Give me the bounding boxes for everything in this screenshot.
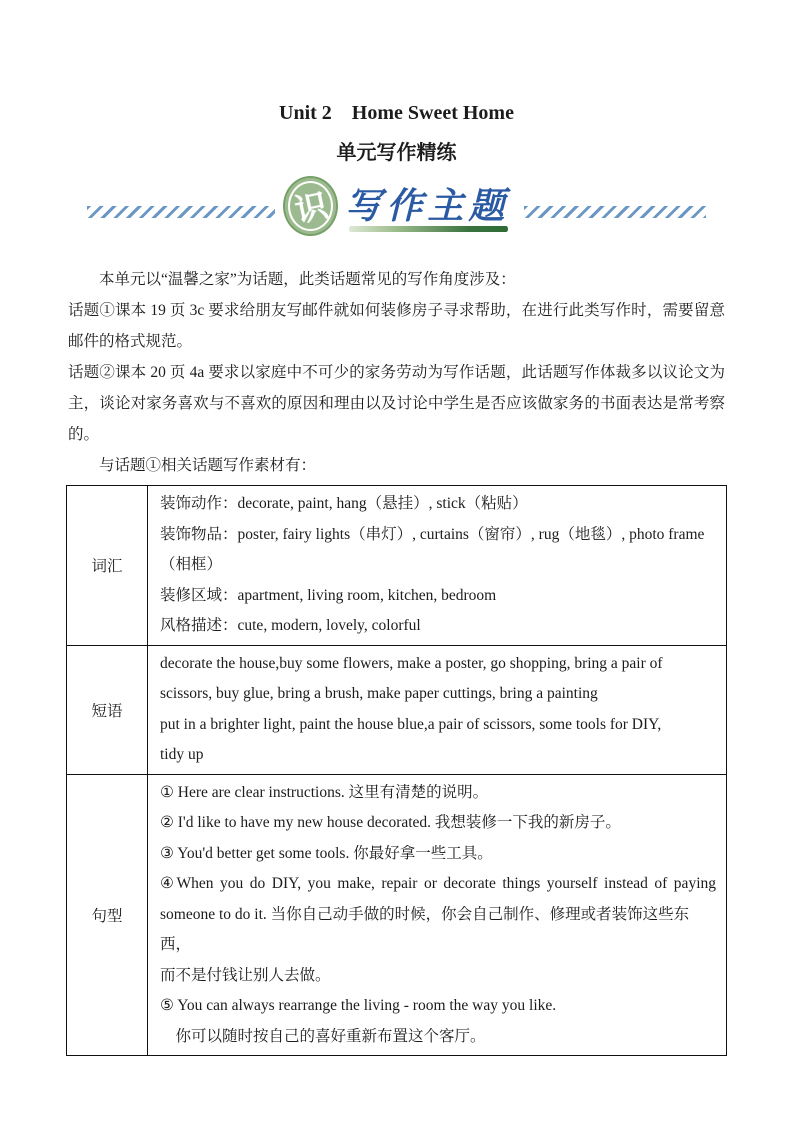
table-line: ① Here are clear instructions. 这里有清楚的说明。	[160, 783, 489, 801]
table-line: ③ You'd better get some tools. 你最好拿一些工具。	[160, 844, 493, 862]
table-row-sentence-patterns	[67, 774, 727, 1056]
row-content-vocabulary	[148, 486, 727, 646]
writing-material-table	[66, 485, 727, 1056]
intro-section	[68, 264, 725, 481]
table-line: decorate the house,buy some flowers, make a poster, go shopping, bring a pair of	[160, 654, 663, 672]
banner-title-wrap	[345, 177, 511, 235]
table-line: 装饰物品：poster, fairy lights（串灯）, curtains（窗帘）, rug（地毯）, photo frame	[160, 525, 705, 543]
table-line: tidy up	[160, 746, 204, 763]
table-row-phrases	[67, 645, 727, 774]
table-line: （相框）	[160, 556, 223, 573]
hatch-decoration-right	[524, 206, 706, 218]
theme-badge	[283, 176, 338, 236]
badge-character: 识	[291, 187, 331, 229]
table-line: ② I'd like to have my new house decorated. 我想装修一下我的新房子。	[160, 814, 621, 831]
table-line: 你可以随时按自己的喜好重新布置这个客厅。	[160, 1027, 486, 1045]
section-title: 单元写作精练	[336, 142, 457, 164]
banner-underline	[349, 226, 507, 232]
row-content-sentence-patterns	[148, 774, 727, 1056]
table-line: scissors, buy glue, bring a brush, make paper cuttings, bring a painting	[160, 685, 598, 702]
table-line: 而不是付钱让别人去做。	[160, 966, 331, 984]
table-line: ⑤ You can always rearrange the living - room the way you like.	[160, 997, 557, 1014]
table-line: put in a brighter light, paint the house blue,a pair of scissors, some tools for DIY,	[160, 715, 662, 733]
hatch-decoration-left	[87, 206, 275, 218]
table-line: 装修区域：apartment, living room, kitchen, bedroom	[160, 586, 497, 604]
table-line: 风格描述：cute, modern, lovely, colorful	[160, 617, 421, 634]
table-line: ④When you do DIY, you make, repair or decorate things yourself instead of paying	[160, 875, 716, 892]
banner-title: 写作主题	[345, 186, 510, 226]
row-label-vocabulary: 词汇	[67, 486, 148, 646]
table-line: 装饰动作：decorate, paint, hang（悬挂）, stick（粘贴）	[160, 495, 528, 512]
intro-paragraph-3: 话题②课本 20 页 4a 要求以家庭中不可少的家务劳动为写作话题，此话题写作体裁多以议论文为主，谈论对家务喜欢与不喜欢的原因和理由以及讨论中学生是否应该做家务的书面表达是常考察的。	[68, 364, 725, 443]
table-row-vocabulary	[67, 486, 727, 646]
row-content-phrases	[148, 645, 727, 774]
table-line: someone to do it. 当你自己动手做的时候，你会自己制作、修理或者装饰这些东西，	[160, 905, 690, 953]
row-label-sentence-patterns: 句型	[67, 774, 148, 1056]
row-label-phrases: 短语	[67, 645, 148, 774]
intro-paragraph-1: 本单元以“温馨之家”为话题，此类话题常见的写作角度涉及：	[99, 271, 516, 288]
unit-title: Unit 2 Home Sweet Home	[279, 102, 514, 124]
intro-paragraph-2: 话题①课本 19 页 3c 要求给朋友写邮件就如何装修房子寻求帮助，在进行此类写作时，需要留意邮件的格式规范。	[68, 302, 725, 350]
intro-paragraph-4: 与话题①相关话题写作素材有：	[99, 457, 317, 474]
writing-theme-banner	[0, 174, 793, 238]
